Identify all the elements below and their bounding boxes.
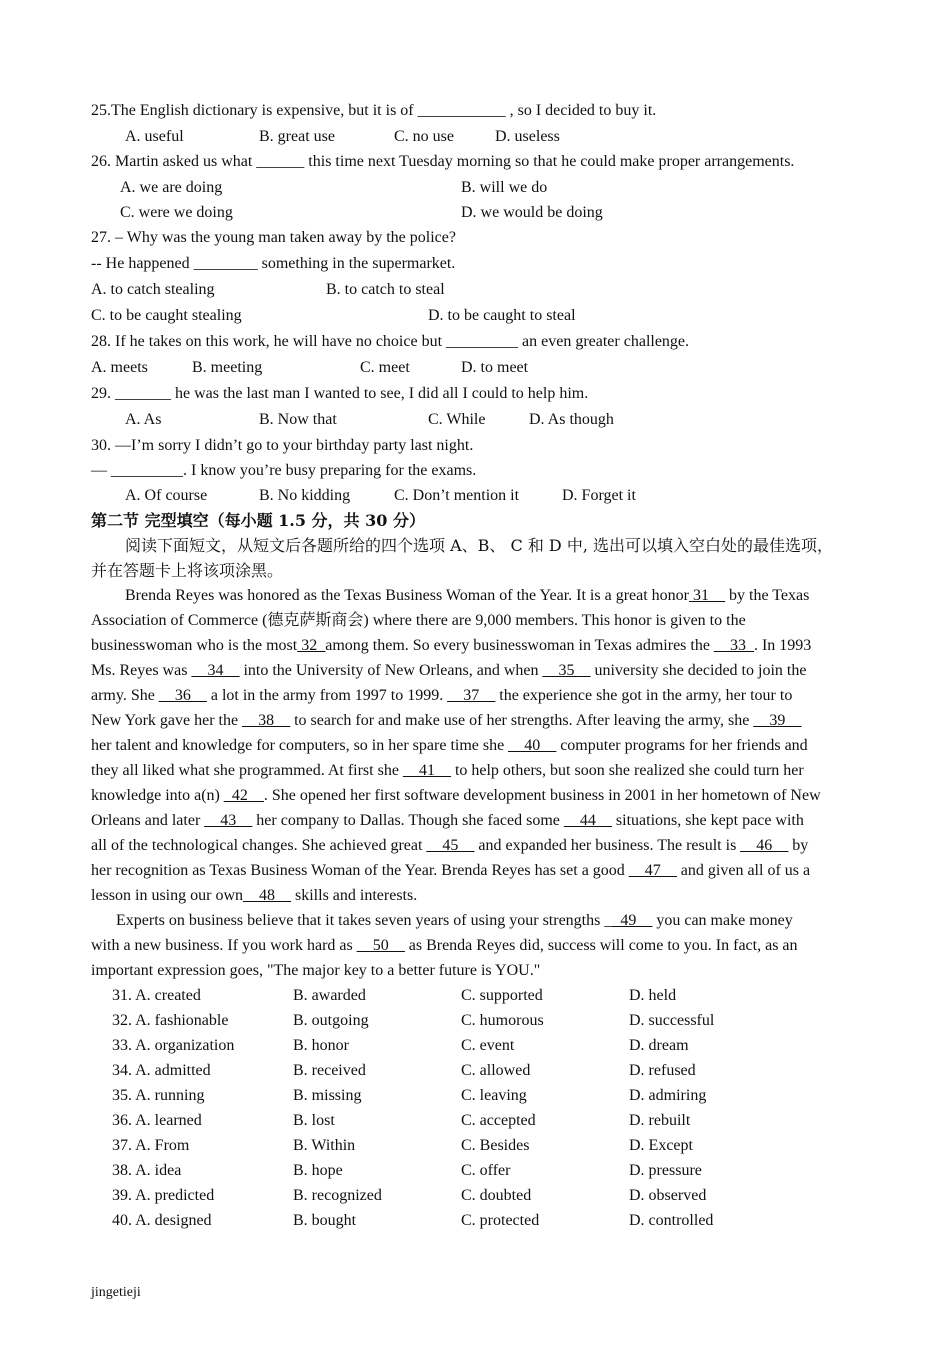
option: A. As — [125, 411, 162, 428]
cloze-option: 39. A. predicted — [112, 1187, 215, 1204]
cloze-option: B. recognized — [293, 1187, 382, 1204]
cloze-option: B. lost — [293, 1112, 335, 1129]
option: A. Of course — [125, 487, 208, 504]
passage-line — [91, 711, 801, 731]
passage-line — [125, 586, 809, 606]
option: B. meeting — [192, 359, 263, 376]
passage-text: New York gave her the — [91, 712, 243, 729]
question-25-stem: 25.The English dictionary is expensive, but it is of ___________ , so I decided to buy it. — [91, 102, 657, 119]
blank-31: 31__ — [689, 587, 725, 604]
passage-line: important expression goes, "The major key to a better future is YOU." — [91, 962, 541, 979]
cloze-option: C. leaving — [461, 1087, 527, 1104]
cloze-option: D. pressure — [629, 1162, 702, 1179]
blank-46: __46__ — [740, 837, 789, 854]
question-30-stem: 30. —I’m sorry I didn’t go to your birthday party last night. — [91, 437, 474, 454]
cloze-option: D. controlled — [629, 1212, 714, 1229]
cloze-option: D. rebuilt — [629, 1112, 691, 1129]
passage-line — [91, 886, 417, 906]
cloze-option: C. allowed — [461, 1062, 531, 1079]
option: B. Now that — [259, 411, 337, 428]
blank-45: __45__ — [426, 837, 475, 854]
cloze-option: D. Except — [629, 1137, 693, 1154]
cloze-option: C. supported — [461, 987, 543, 1004]
cloze-option: C. protected — [461, 1212, 540, 1229]
passage-line — [91, 811, 804, 831]
option: B. to catch to steal — [326, 281, 445, 298]
cloze-option: 35. A. running — [112, 1087, 205, 1104]
option: D. As though — [529, 411, 614, 428]
option: D. useless — [495, 128, 560, 145]
option: A. meets — [91, 359, 148, 376]
cloze-option: D. held — [629, 987, 677, 1004]
question-28-stem: 28. If he takes on this work, he will have no choice but _________ an even greater challenge. — [91, 333, 690, 350]
passage-text: her recognition as Texas Business Woman of the Year. Brenda Reyes has set a good — [91, 862, 629, 879]
cloze-option: B. honor — [293, 1037, 349, 1054]
cloze-option: B. outgoing — [293, 1012, 369, 1029]
blank-32: 32_ — [297, 637, 326, 654]
blank-39: __39__ — [753, 712, 802, 729]
option: C. meet — [360, 359, 410, 376]
passage-text: into the University of New Orleans, and when — [239, 662, 543, 679]
passage-text: skills and interests. — [291, 887, 418, 904]
blank-41: __41__ — [402, 762, 451, 779]
passage-line — [91, 636, 811, 656]
passage-text: all of the technological changes. She achieved great — [91, 837, 427, 854]
cloze-option: 31. A. created — [112, 987, 201, 1004]
footer-text: jingetieji — [91, 1285, 141, 1300]
cloze-option: 32. A. fashionable — [112, 1012, 229, 1029]
question-26-stem: 26. Martin asked us what ______ this time next Tuesday morning so that he could make proper arrangements. — [91, 153, 795, 170]
passage-text: and given all of us a — [676, 862, 811, 879]
cloze-option: B. hope — [293, 1162, 343, 1179]
passage-text: university she decided to join the — [590, 662, 807, 679]
option: D. to be caught to steal — [428, 307, 576, 324]
blank-50: __50__ — [356, 937, 405, 954]
cloze-option: C. event — [461, 1037, 515, 1054]
passage-text: businesswoman who is the most — [91, 637, 298, 654]
passage-text: her company to Dallas. Though she faced some — [252, 812, 564, 829]
section-heading: 第二节 完型填空（每小题 1.5 分，共 30 分） — [91, 511, 425, 530]
blank-48: __48__ — [243, 887, 291, 904]
option: B. great use — [259, 128, 335, 145]
cloze-option: B. Within — [293, 1137, 356, 1154]
cloze-option: C. accepted — [461, 1112, 536, 1129]
cloze-option: C. Besides — [461, 1137, 530, 1154]
passage-line: Association of Commerce (德克萨斯商会) where there are 9,000 members. This honor is given to the — [91, 612, 746, 629]
instructions-line-1: 阅读下面短文，从短文后各题所给的四个选项 A、B、 C 和 D 中, 选出可以填入空白处的最佳选项， — [125, 536, 833, 555]
question-27-reply: -- He happened ________ something in the supermarket. — [91, 255, 456, 272]
passage-text: situations, she kept pace with — [611, 812, 804, 829]
option: B. No kidding — [259, 487, 351, 504]
passage-line — [91, 686, 792, 706]
cloze-option: B. received — [293, 1062, 366, 1079]
passage-text: the experience she got in the army, her tour to — [495, 687, 793, 704]
blank-34: __34__ — [191, 662, 240, 679]
passage-line — [91, 736, 808, 756]
option: B. will we do — [461, 179, 548, 196]
instructions-line-2: 并在答题卡上将该项涂黑。 — [91, 561, 284, 580]
cloze-option: 40. A. designed — [112, 1212, 212, 1229]
passage-line — [91, 761, 804, 781]
passage-text: army. She — [91, 687, 159, 704]
passage-text: . She opened her first software development business in 2001 in her hometown of New — [263, 787, 821, 804]
passage-text: to help others, but soon she realized she could turn her — [450, 762, 804, 779]
passage-text: Ms. Reyes was — [91, 662, 192, 679]
passage-text: Brenda Reyes was honored as the Texas Business Woman of the Year. It is a great honor — [125, 587, 689, 604]
cloze-option: 36. A. learned — [112, 1112, 202, 1129]
cloze-option: 34. A. admitted — [112, 1062, 211, 1079]
passage-text: computer programs for her friends and — [556, 737, 808, 754]
passage-text: Orleans and later — [91, 812, 205, 829]
passage-line — [91, 861, 810, 881]
cloze-option: D. dream — [629, 1037, 689, 1054]
option: D. we would be doing — [461, 204, 603, 221]
passage-text: knowledge into a(n) — [91, 787, 224, 804]
passage-line — [91, 936, 798, 956]
passage-line — [91, 661, 806, 681]
option: C. Don’t mention it — [394, 487, 520, 504]
option: C. While — [428, 411, 486, 428]
cloze-option: 33. A. organization — [112, 1037, 235, 1054]
cloze-option: D. admiring — [629, 1087, 707, 1104]
option: C. were we doing — [120, 204, 233, 221]
option: A. we are doing — [120, 179, 223, 196]
blank-36: __36__ — [158, 687, 207, 704]
cloze-option: D. refused — [629, 1062, 696, 1079]
blank-38: __38__ — [242, 712, 291, 729]
cloze-option: 37. A. From — [112, 1137, 190, 1154]
passage-line — [91, 786, 821, 806]
passage-line — [116, 911, 793, 931]
blank-37: __37__ — [447, 687, 496, 704]
option: D. to meet — [461, 359, 529, 376]
passage-text: and expanded her business. The result is — [474, 837, 741, 854]
passage-text: by — [788, 837, 809, 854]
passage-text: . In 1993 — [753, 637, 812, 654]
blank-33: __33_ — [713, 637, 754, 654]
passage-text: they all liked what she programmed. At first she — [91, 762, 403, 779]
blank-35: __35__ — [542, 662, 591, 679]
passage-text: Experts on business believe that it takes seven years of using your strengths _ — [116, 912, 613, 929]
option: A. to catch stealing — [91, 281, 215, 298]
option: A. useful — [125, 128, 184, 145]
blank-49: _49__ — [612, 912, 653, 929]
passage-text: you can make money — [652, 912, 793, 929]
blank-44: __44__ — [563, 812, 612, 829]
passage-text: lesson in using our own — [91, 887, 243, 904]
passage-text: a lot in the army from 1997 to 1999. — [206, 687, 448, 704]
option: C. to be caught stealing — [91, 307, 242, 324]
passage-text: by the Texas — [725, 587, 810, 604]
question-30-reply: — _________. I know you’re busy preparing for the exams. — [91, 462, 477, 479]
option: C. no use — [394, 128, 454, 145]
cloze-option: D. successful — [629, 1012, 715, 1029]
blank-40: __40__ — [508, 737, 557, 754]
option: D. Forget it — [562, 487, 636, 504]
passage-text: her talent and knowledge for computers, so in her spare time she — [91, 737, 509, 754]
cloze-option: C. offer — [461, 1162, 511, 1179]
cloze-option: B. awarded — [293, 987, 366, 1004]
cloze-option: D. observed — [629, 1187, 707, 1204]
blank-47: __47__ — [628, 862, 677, 879]
passage-text: as Brenda Reyes did, success will come to you. In fact, as an — [404, 937, 798, 954]
passage-text: with a new business. If you work hard as — [91, 937, 357, 954]
cloze-option: C. doubted — [461, 1187, 532, 1204]
blank-42: _42__ — [223, 787, 264, 804]
question-27-stem: 27. – Why was the young man taken away by the police? — [91, 229, 456, 246]
cloze-option: 38. A. idea — [112, 1162, 182, 1179]
passage-text: to search for and make use of her strengths. After leaving the army, she — [290, 712, 754, 729]
cloze-option: B. missing — [293, 1087, 362, 1104]
cloze-option: C. humorous — [461, 1012, 544, 1029]
blank-43: __43__ — [204, 812, 253, 829]
question-29-stem: 29. _______ he was the last man I wanted to see, I did all I could to help him. — [91, 385, 589, 402]
cloze-option: B. bought — [293, 1212, 357, 1229]
passage-text: among them. So every businesswoman in Texas admires the — [325, 637, 714, 654]
passage-line — [91, 836, 808, 856]
